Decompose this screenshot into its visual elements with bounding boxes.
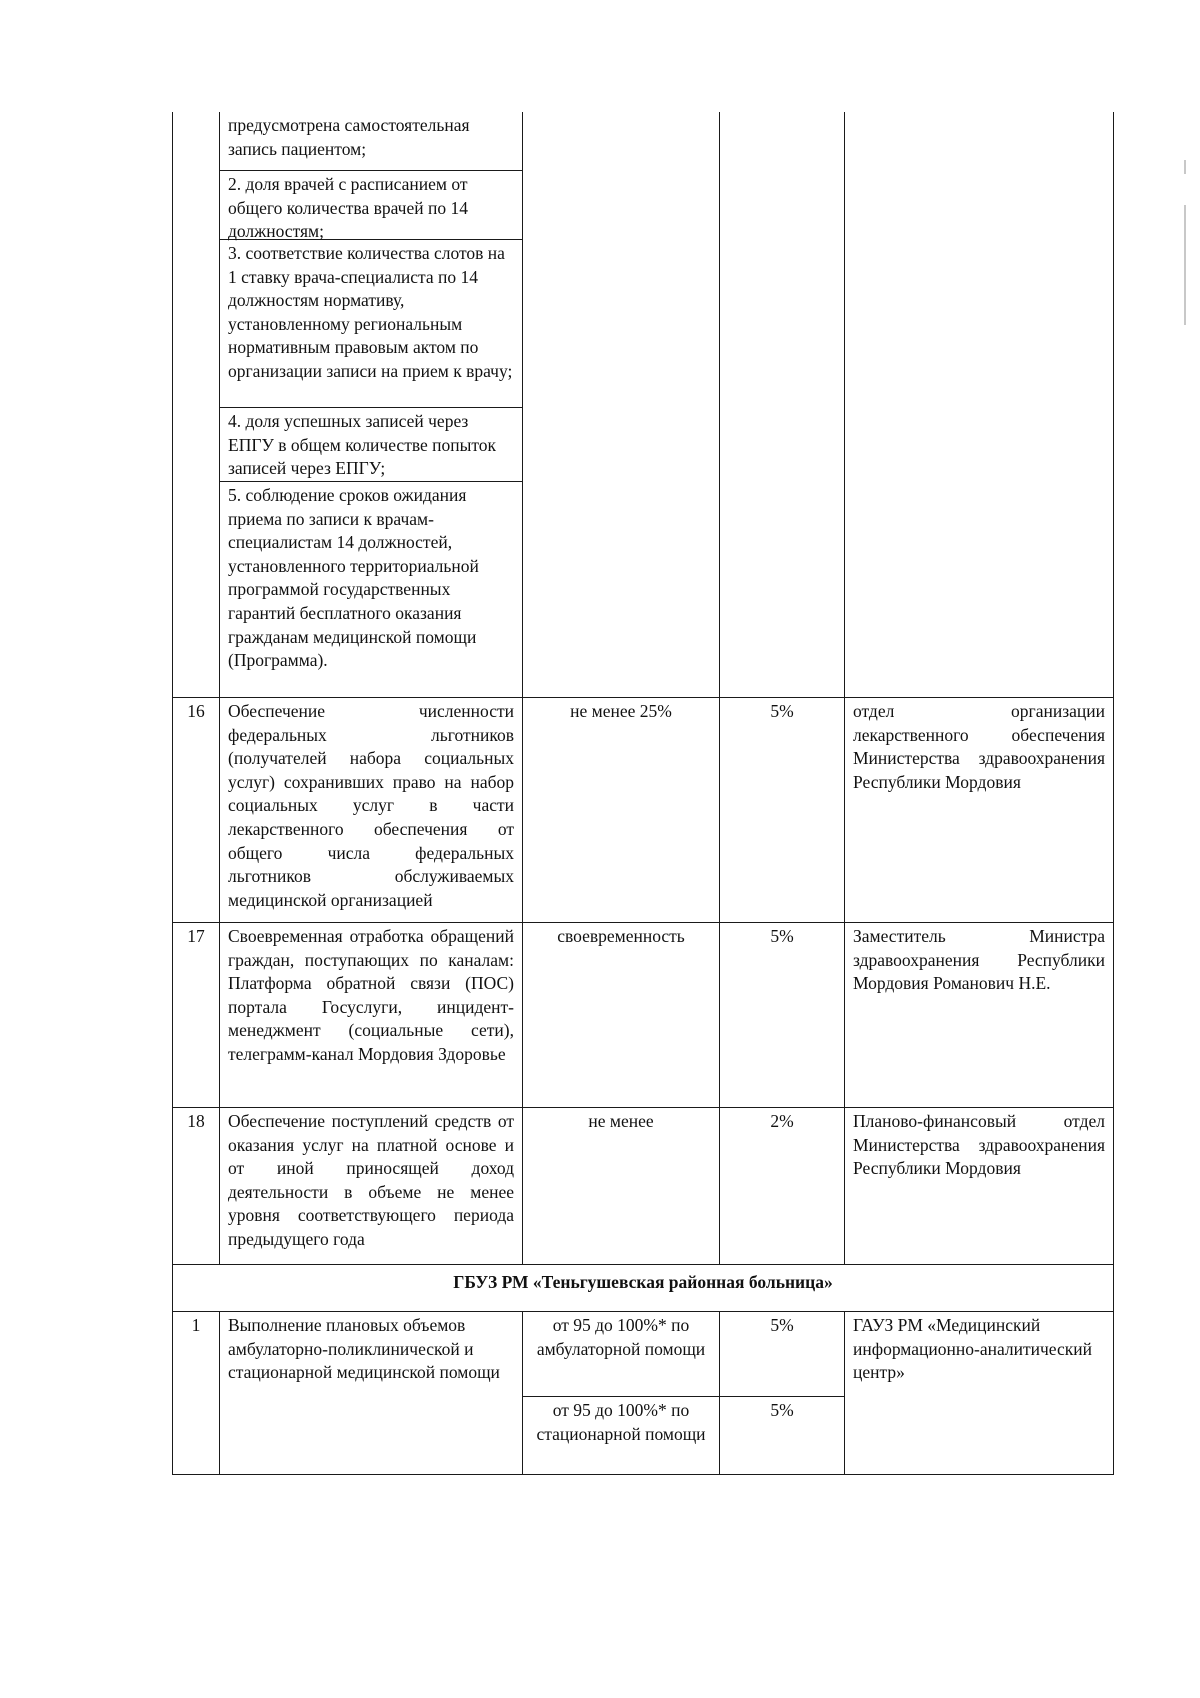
list-item: 2. доля врачей с расписанием от общего количества врачей по 14 должностям; [220, 171, 522, 240]
responsible-cell [845, 112, 1114, 698]
target-value-inpatient: от 95 до 100%* по стационарной помощи [536, 1400, 706, 1444]
row-number: 16 [173, 698, 220, 923]
percent-cell [720, 112, 845, 698]
weight-percent: 2% [720, 1108, 845, 1265]
table-row [173, 1312, 1114, 1475]
value-cell [523, 112, 720, 698]
section-header: ГБУЗ РМ «Теньгушевская районная больница» [173, 1265, 1114, 1312]
scan-artifact [1184, 160, 1186, 174]
list-item: 4. доля успешных записей через ЕПГУ в общем количестве попыток записей через ЕПГУ; [220, 408, 522, 482]
section-header-row [173, 1265, 1114, 1312]
table-row [173, 923, 1114, 1108]
weight-percent-split [720, 1312, 845, 1475]
indicator-text: Своевременная отработка обращений граждан, поступающих по каналам: Платформа обратной связи (ПОС) портала Госуслуги, инцидент-менеджмент (социальные сети), телеграмм-канал Мордовия Здоровье [220, 923, 523, 1108]
responsible-party: Заместитель Министра здравоохранения Республики Мордовия Романович Н.Е. [845, 923, 1114, 1108]
table-row [173, 1108, 1114, 1265]
indicator-subitems-cell [220, 112, 523, 698]
indicator-text: Обеспечение численности федеральных льготников (получателей набора социальных услуг) сохранивших право на набор социальных услуг в части лекарственного обеспечения от общего числа федеральных льготников обслуживаемых медицинской организацией [220, 698, 523, 923]
weight-percent: 5% [720, 923, 845, 1108]
list-item: 3. соответствие количества слотов на 1 ставку врача-специалиста по 14 должностям нормативу, установленному региональным нормативным правовым актом по организации записи на прием к врачу; [220, 240, 522, 408]
list-item: 5. соблюдение сроков ожидания приема по записи к врачам-специалистам 14 должностей, установленного территориальной программой государственных гарантий бесплатного оказания гражданам медицинской помощи (Программа). [228, 485, 479, 671]
target-value: своевременность [523, 923, 720, 1108]
weight-percent-outpatient: 5% [720, 1312, 844, 1397]
row-number: 18 [173, 1108, 220, 1265]
weight-percent: 5% [720, 698, 845, 923]
table-row-continued [173, 112, 1114, 698]
row-number-cell [173, 112, 220, 698]
scan-artifact [1184, 205, 1186, 325]
indicator-text: Выполнение плановых объемов амбулаторно-поликлинической и стационарной медицинской помощи [220, 1312, 523, 1475]
target-value: не менее [523, 1108, 720, 1265]
row-number: 17 [173, 923, 220, 1108]
list-item: предусмотрена самостоятельная запись пациентом; [220, 112, 522, 171]
indicator-text: Обеспечение поступлений средств от оказания услуг на платной основе и от иной приносящей доход деятельности в объеме не менее уровня соответствующего периода предыдущего года [220, 1108, 523, 1265]
target-value-outpatient: от 95 до 100%* по амбулаторной помощи [523, 1312, 719, 1397]
responsible-party: Планово-финансовый отдел Министерства здравоохранения Республики Мордовия [845, 1108, 1114, 1265]
criteria-table [172, 112, 1114, 1475]
weight-percent-inpatient: 5% [770, 1400, 794, 1420]
responsible-party: отдел организации лекарственного обеспечения Министерства здравоохранения Республики Мордовия [845, 698, 1114, 923]
responsible-party: ГАУЗ РМ «Медицинский информационно-аналитический центр» [845, 1312, 1114, 1475]
row-number: 1 [173, 1312, 220, 1475]
table-row [173, 698, 1114, 923]
target-value: не менее 25% [523, 698, 720, 923]
target-value-split [523, 1312, 720, 1475]
